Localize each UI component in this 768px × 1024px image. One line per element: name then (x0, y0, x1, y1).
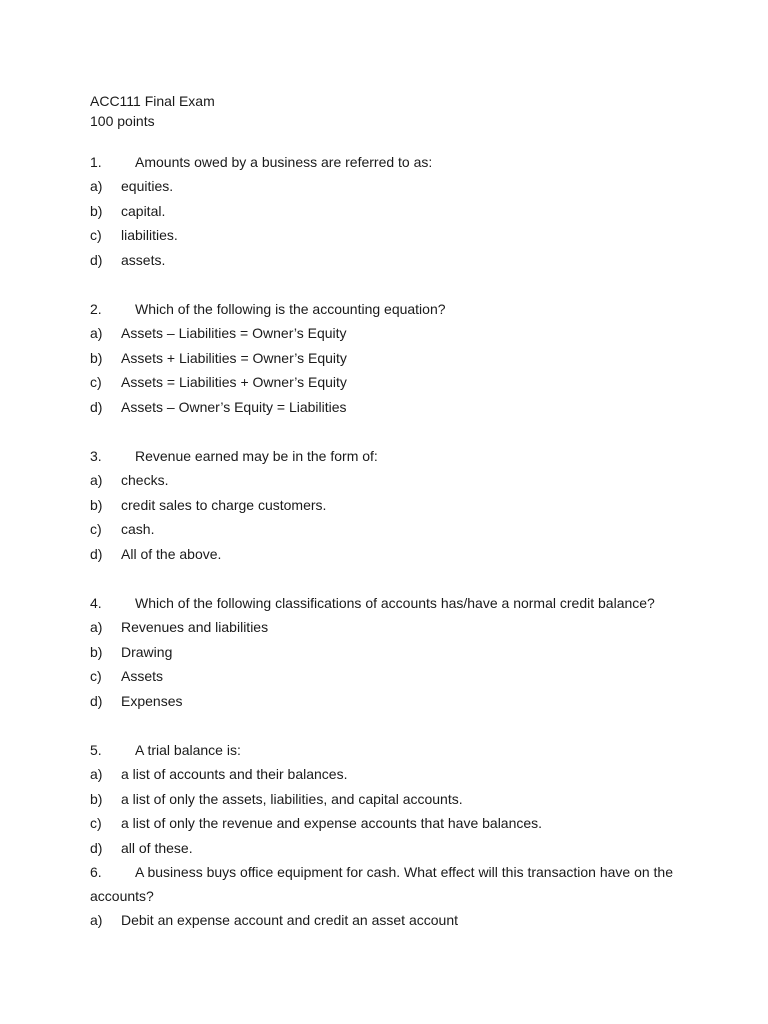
option-text: Assets + Liabilities = Owner’s Equity (121, 349, 347, 366)
option-text: All of the above. (121, 545, 222, 562)
question-text: Which of the following is the accounting equation? (135, 301, 446, 317)
option-letter: a) (90, 912, 103, 928)
option-letter: b) (90, 643, 103, 660)
question-3 (90, 444, 690, 566)
exam-page (90, 91, 690, 933)
option-d (90, 689, 690, 714)
question-1 (90, 150, 690, 272)
option-letter: d) (90, 545, 103, 562)
option-letter: c) (90, 668, 102, 684)
question-stem (90, 297, 690, 321)
question-stem (90, 444, 690, 468)
option-letter: a) (90, 325, 103, 341)
option-c (90, 664, 690, 689)
option-text: capital. (121, 202, 166, 219)
option-text: Assets – Liabilities = Owner’s Equity (121, 325, 347, 341)
exam-title: ACC111 Final Exam (90, 93, 215, 109)
option-c (90, 370, 690, 395)
option-letter: c) (90, 374, 102, 390)
option-b (90, 346, 690, 371)
question-number: 2. (90, 301, 102, 317)
option-letter: a) (90, 178, 103, 194)
option-text: Assets – Owner’s Equity = Liabilities (121, 398, 347, 415)
option-text: liabilities. (121, 227, 178, 243)
option-letter: b) (90, 790, 103, 807)
question-text: A trial balance is: (135, 742, 241, 758)
option-d (90, 248, 690, 273)
question-stem (90, 738, 690, 762)
option-text: all of these. (121, 839, 193, 856)
option-letter: d) (90, 398, 103, 415)
option-b (90, 787, 690, 812)
option-text: assets. (121, 251, 166, 268)
option-text: Revenues and liabilities (121, 619, 269, 635)
option-a (90, 615, 690, 640)
option-c (90, 517, 690, 542)
option-text: a list of accounts and their balances. (121, 766, 348, 782)
option-text: a list of only the assets, liabilities, and capital accounts. (121, 790, 463, 807)
question-text: Amounts owed by a business are referred to as: (135, 154, 433, 170)
option-letter: c) (90, 815, 102, 831)
option-text: credit sales to charge customers. (121, 496, 327, 513)
option-a (90, 468, 690, 493)
option-text: equities. (121, 178, 174, 194)
option-d (90, 836, 690, 861)
option-text: Debit an expense account and credit an asset account (121, 912, 458, 928)
question-number: 4. (90, 595, 102, 611)
option-b (90, 640, 690, 665)
option-letter: a) (90, 766, 103, 782)
option-b (90, 493, 690, 518)
option-text: a list of only the revenue and expense accounts that have balances. (121, 815, 543, 831)
option-a (90, 174, 690, 199)
option-letter: d) (90, 839, 103, 856)
option-c (90, 223, 690, 248)
option-text: Assets = Liabilities + Owner’s Equity (121, 374, 347, 390)
option-letter: b) (90, 496, 103, 513)
option-text: Expenses (121, 692, 183, 709)
question-number: 6. (90, 864, 102, 880)
question-2 (90, 297, 690, 419)
question-5 (90, 738, 690, 860)
option-b (90, 199, 690, 224)
question-stem (90, 860, 690, 908)
exam-header (90, 91, 690, 131)
option-a (90, 762, 690, 787)
option-letter: b) (90, 202, 103, 219)
option-letter: d) (90, 692, 103, 709)
question-number: 1. (90, 154, 102, 170)
option-text: Assets (121, 668, 164, 684)
question-stem (90, 150, 690, 174)
option-text: cash. (121, 521, 155, 537)
question-text: Which of the following classifications of accounts has/have a normal credit balance? (135, 595, 655, 611)
option-letter: c) (90, 227, 102, 243)
option-letter: a) (90, 472, 103, 488)
option-letter: b) (90, 349, 103, 366)
question-text: Revenue earned may be in the form of: (135, 448, 378, 464)
option-letter: d) (90, 251, 103, 268)
option-d (90, 542, 690, 567)
option-a (90, 908, 690, 933)
option-a (90, 321, 690, 346)
option-c (90, 811, 690, 836)
option-letter: a) (90, 619, 103, 635)
option-letter: c) (90, 521, 102, 537)
exam-points: 100 points (90, 113, 155, 129)
option-d (90, 395, 690, 420)
question-number: 3. (90, 448, 102, 464)
question-text: A business buys office equipment for cash. What effect will this transaction have on the accounts? (90, 864, 674, 904)
question-4 (90, 591, 690, 713)
question-stem (90, 591, 690, 615)
option-text: Drawing (121, 643, 173, 660)
option-text: checks. (121, 472, 169, 488)
question-6 (90, 860, 690, 933)
question-number: 5. (90, 742, 102, 758)
